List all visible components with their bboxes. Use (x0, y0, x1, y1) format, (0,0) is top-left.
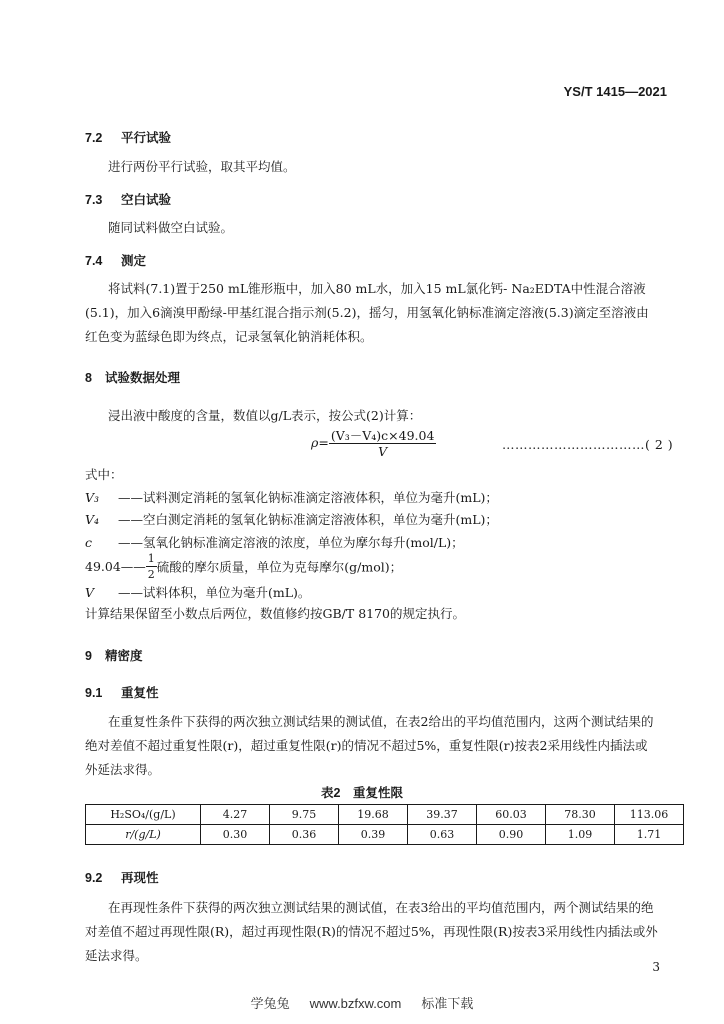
table-cell: 1.09 (546, 825, 615, 845)
paragraph-7-4: 将试料(7.1)置于250 mL锥形瓶中，加入80 mL水，加入15 mL氯化钙- Na₂EDTA中性混合溶液(5.1)，加入6滴溴甲酚绿-甲基红混合指示剂(5.2)，摇匀，用氢氧化钠标准滴定溶液(5.3)滴定至溶液由红色变为蓝绿色即为终点，记录氢氧化钠消耗体积。 (85, 281, 649, 344)
heading-9 (85, 646, 143, 664)
formula-number-line (502, 437, 673, 452)
repeatability-table (85, 804, 684, 845)
row-header: H₂SO₄/(g/L) (86, 805, 201, 825)
table-cell: 60.03 (477, 805, 546, 825)
table-cell: 0.36 (270, 825, 339, 845)
formula-fraction (329, 428, 437, 459)
half-numerator: 1 (147, 552, 155, 565)
section-number: 9.1 (85, 686, 103, 700)
heading-7-4 (85, 251, 146, 269)
footer-slogan: 标准下载 (421, 996, 474, 1011)
table-row (86, 825, 684, 845)
half-fraction (146, 551, 157, 582)
section-number: 8 (85, 371, 92, 385)
table-cell: 113.06 (615, 805, 684, 825)
paragraph-9-1: 在重复性条件下获得的两次独立测试结果的测试值，在表2给出的平均值范围内，这两个测试结果的绝对差值不超过重复性限(r)，超过重复性限(r)的情况不超过5%，重复性限(r)按表2采用线性内插法或外延法求得。 (85, 714, 654, 777)
var-row (85, 533, 464, 551)
section-number: 7.3 (85, 193, 103, 207)
table-cell: 0.39 (339, 825, 408, 845)
table-cell: 0.30 (201, 825, 270, 845)
rounding-rule: 计算结果保留至小数点后两位，数值修约按GB/T 8170的规定执行。 (85, 606, 466, 621)
table-cell: 39.37 (408, 805, 477, 825)
paragraph-7-2: 进行两份平行试验，取其平均值。 (108, 159, 296, 174)
section-number: 7.4 (85, 254, 103, 268)
var-description: ——试料测定消耗的氢氧化钠标准滴定溶液体积，单位为毫升(mL)； (118, 490, 498, 505)
section-title: 再现性 (121, 871, 159, 885)
var-symbol: V₄ (85, 512, 100, 527)
var-row (85, 488, 498, 506)
heading-9-1 (85, 683, 159, 701)
molar-mass-description: 硫酸的摩尔质量，单位为克每摩尔(g/mol)； (156, 559, 403, 575)
section-title: 测定 (121, 254, 147, 268)
heading-7-3 (85, 190, 171, 208)
page-number: 3 (652, 960, 660, 974)
section-number: 7.2 (85, 131, 103, 145)
section-title: 试验数据处理 (105, 371, 181, 385)
section-title: 精密度 (105, 649, 143, 663)
var-description: ——试料体积，单位为毫升(mL)。 (118, 585, 311, 600)
half-denominator: 2 (147, 568, 155, 581)
section-number: 9.2 (85, 871, 103, 885)
var-symbol: V (85, 585, 95, 600)
formula-denominator: V (378, 444, 388, 459)
var-description: ——空白测定消耗的氢氧化钠标准滴定溶液体积，单位为毫升(mL)； (118, 512, 498, 527)
var-row (85, 583, 310, 601)
formula-number: ( 2 ) (645, 437, 674, 452)
formula-numerator: (V₃－V₄)c×49.04 (330, 428, 435, 443)
paragraph-9-2: 在再现性条件下获得的两次独立测试结果的测试值，在表3给出的平均值范围内，两个测试结果的绝对差值不超过再现性限(R)，超过再现性限(R)的情况不超过5%，再现性限(R)按表3采用线性内插法或外延法求得。 (85, 900, 658, 963)
section-number: 9 (85, 649, 92, 663)
table-cell: 1.71 (615, 825, 684, 845)
var-row (85, 510, 498, 528)
table-cell: 19.68 (339, 805, 408, 825)
where-label: 式中： (85, 467, 123, 482)
formula-2 (311, 428, 436, 459)
footer-url[interactable]: www.bzfxw.com (309, 996, 402, 1011)
footer-site-name: 学兔兔 (250, 996, 290, 1011)
formula-intro: 浸出液中酸度的含量，数值以g/L表示，按公式(2)计算： (108, 408, 422, 423)
row-header: r/(g/L) (86, 825, 201, 845)
var-symbol: V₃ (85, 490, 100, 505)
table-cell: 0.90 (477, 825, 546, 845)
table-cell: 4.27 (201, 805, 270, 825)
table-caption: 表2 重复性限 (321, 786, 403, 800)
molar-mass-value: 49.04—— (85, 559, 146, 574)
var-description: ——氢氧化钠标准滴定溶液的浓度，单位为摩尔每升(mol/L)； (118, 535, 464, 550)
heading-8 (85, 368, 180, 386)
table-cell: 9.75 (270, 805, 339, 825)
table-row (86, 805, 684, 825)
table-cell: 78.30 (546, 805, 615, 825)
formula-lhs: ρ= (311, 435, 329, 450)
table-cell: 0.63 (408, 825, 477, 845)
paragraph-7-3: 随同试料做空白试验。 (108, 220, 234, 235)
footer (0, 993, 724, 1012)
section-title: 重复性 (121, 686, 159, 700)
section-title: 平行试验 (121, 131, 172, 145)
var-symbol: c (85, 535, 93, 550)
standard-code: YS/T 1415—2021 (563, 84, 667, 99)
heading-7-2 (85, 128, 171, 146)
formula-dots: …………………………… (502, 437, 645, 452)
var-row-molar-mass (85, 551, 402, 582)
section-title: 空白试验 (121, 193, 172, 207)
heading-9-2 (85, 868, 159, 886)
